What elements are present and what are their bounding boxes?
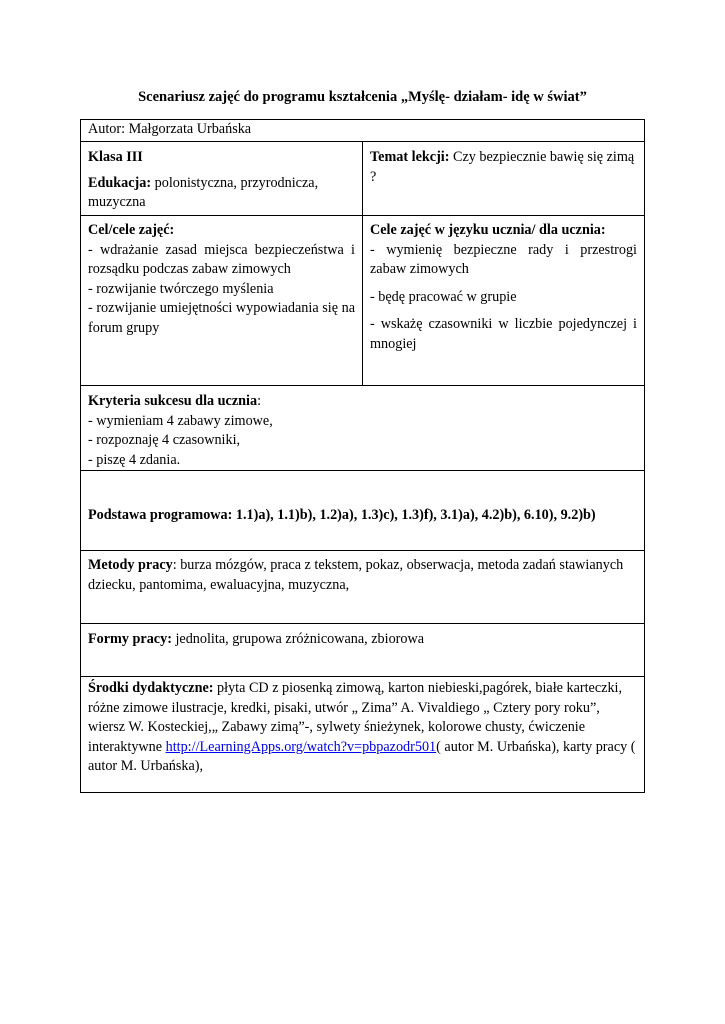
resources-row: [81, 676, 644, 792]
student-goal-item: - wskażę czasowniki w liczbie pojedynczej i mnogiej: [370, 316, 637, 352]
resources-value: płyta CD z piosenką zimową, karton niebieski,pagórek, białe karteczki, różne zimowe ilustracje, kredki, pisaki, utwór „ Zima” A. Vivaldiego „ Cztery pory roku”, wiersz W. Kosteckiej,„ Zabawy zimą”-, sylwety śnieżynek, kolorowe chusty, ćwiczenie interaktywne: [88, 680, 623, 755]
student-goal-item: - będę pracować w grupie: [370, 288, 517, 305]
curriculum-cell: [81, 506, 644, 526]
curriculum-row: [81, 470, 644, 550]
forms-label: Formy pracy:: [88, 631, 172, 647]
goals-cell: [81, 221, 362, 338]
goals-heading: Cel/cele zajęć:: [88, 222, 175, 238]
methods-value: : burza mózgów, praca z tekstem, pokaz, obserwacja, metoda zadań stawianych dziecku, pantomima, ewaluacyjna, muzyczna,: [88, 557, 624, 593]
author-text: Autor: Małgorzata Urbańska: [88, 121, 252, 137]
topic-cell: [363, 148, 644, 187]
criteria-colon: :: [257, 393, 262, 409]
methods-row: [81, 550, 644, 623]
topic-value: Czy bezpiecznie bawię się zimą ?: [370, 149, 635, 185]
student-goal-item: - wymienię bezpieczne rady i przestrogi zabaw zimowych: [370, 241, 637, 277]
goal-item: - wdrażanie zasad miejsca bezpieczeństwa i rozsądku podczas zabaw zimowych: [88, 241, 355, 277]
criteria-heading: Kryteria sukcesu dla ucznia: [88, 393, 258, 409]
curriculum-text: Podstawa programowa: 1.1)a), 1.1)b), 1.2)a), 1.3)c), 1.3)f), 3.1)a), 4.2)b), 6.10), 9.2)b): [88, 507, 596, 523]
class-cell: [81, 148, 362, 213]
lesson-plan-table: [80, 119, 645, 793]
criteria-item: - rozpoznaję 4 czasowniki,: [88, 432, 241, 448]
methods-label: Metody pracy: [88, 557, 173, 573]
criteria-item: - wymieniam 4 zabawy zimowe,: [88, 412, 273, 429]
class-label: Klasa III: [88, 149, 143, 165]
goals-row: [81, 215, 644, 385]
education-label: Edukacja:: [88, 174, 152, 191]
learningapps-link[interactable]: http://LearningApps.org/watch?v=pbpazodr501: [165, 738, 437, 755]
goal-item: - rozwijanie twórczego myślenia: [88, 280, 274, 297]
class-topic-row: [81, 141, 644, 215]
goal-item: - rozwijanie umiejętności wypowiadania się na forum grupy: [88, 300, 355, 336]
resources-cell: [81, 679, 644, 777]
methods-cell: [81, 556, 644, 595]
criteria-item: - piszę 4 zdania.: [88, 451, 181, 468]
forms-cell: [81, 630, 644, 650]
student-goals-heading: Cele zajęć w języku ucznia/ dla ucznia:: [370, 222, 606, 238]
student-goals-cell: [363, 221, 644, 354]
document-title: Scenariusz zajęć do programu kształcenia „Myślę- działam- idę w świat”: [138, 89, 587, 105]
criteria-cell: [81, 392, 644, 470]
forms-row: [81, 623, 644, 676]
resources-label: Środki dydaktyczne:: [88, 680, 214, 696]
resources-tail: ( autor M. Urbańska), karty pracy ( autor M. Urbańska),: [88, 738, 636, 774]
topic-label: Temat lekcji:: [370, 149, 450, 165]
education-value: polonistyczna, przyrodnicza, muzyczna: [88, 174, 319, 210]
forms-value: jednolita, grupowa zróżnicowana, zbiorowa: [171, 631, 425, 647]
author-row: [81, 120, 644, 141]
criteria-row: [81, 385, 644, 470]
